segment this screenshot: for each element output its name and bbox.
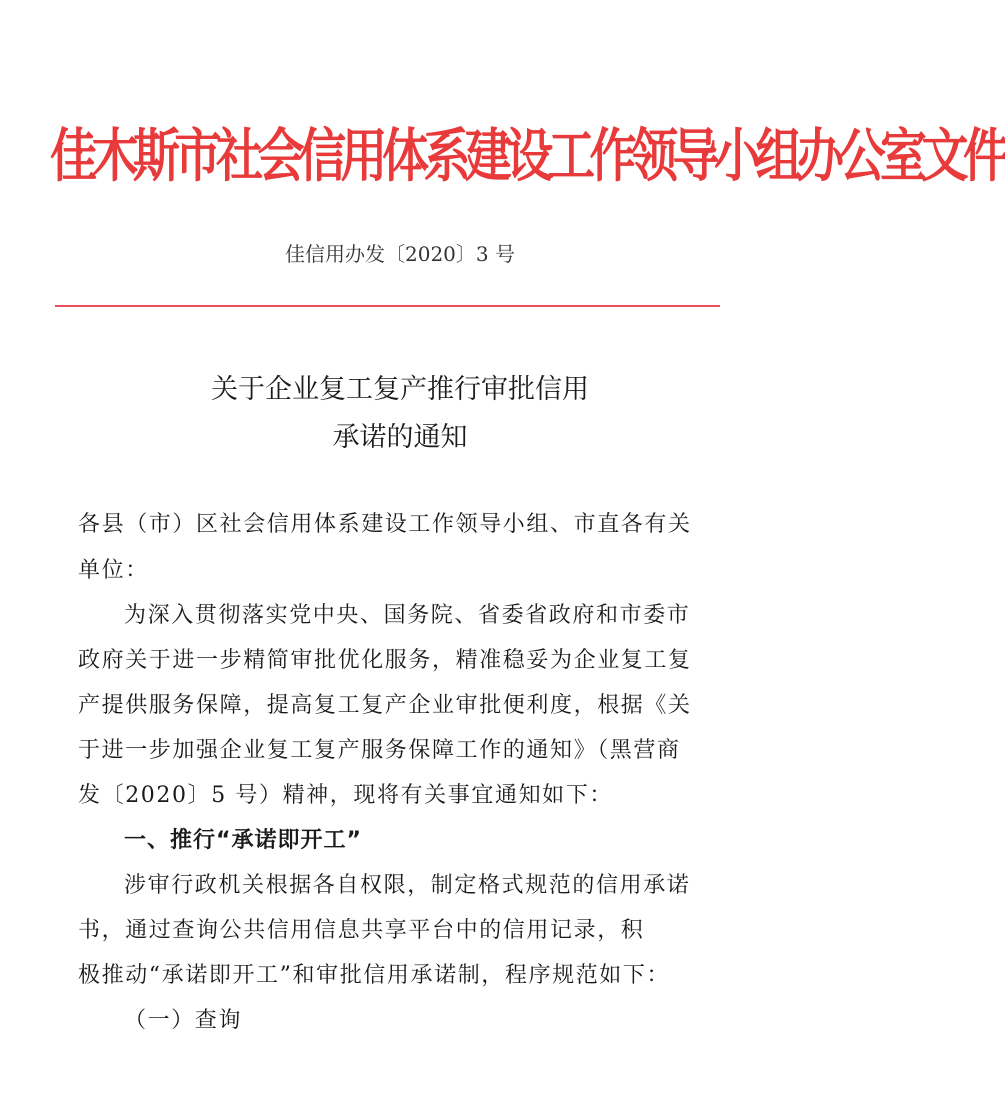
document-number: 佳信用办发〔2020〕3 号: [285, 242, 515, 266]
subsection-1-heading: （一）查询: [124, 1008, 243, 1033]
header-divider: [55, 305, 720, 307]
notice-title: [0, 366, 800, 462]
paragraph-1-line-3: 产提供服务保障，提高复工复产企业审批便利度，根据《关: [78, 693, 692, 718]
addressee-line-2: 单位：: [78, 558, 149, 583]
notice-title-line-2: 承诺的通知: [332, 422, 468, 453]
paragraph-1-line-1: 为深入贯彻落实党中央、国务院、省委省政府和市委市: [124, 603, 691, 628]
paragraph-1-line-2: 政府关于进一步精简审批优化服务，精准稳妥为企业复工复: [78, 648, 692, 673]
paragraph-2-line-1: 涉审行政机关根据各自权限，制定格式规范的信用承诺: [124, 873, 691, 898]
org-header-title: 佳木斯市社会信用体系建设工作领导小组办公室文件: [50, 122, 1005, 190]
section-1-heading: 一、推行“承诺即开工”: [124, 828, 362, 853]
paragraph-1-line-4: 于进一步加强企业复工复产服务保障工作的通知》（黑营商: [78, 738, 681, 763]
addressee-line-1: 各县（市）区社会信用体系建设工作领导小组、市直各有关: [78, 512, 692, 537]
paragraph-2-line-3: 极推动“承诺即开工”和审批信用承诺制，程序规范如下：: [78, 963, 671, 988]
notice-title-line-1: 关于企业复工复产推行审批信用: [211, 374, 589, 405]
paragraph-1-line-5: 发〔2020〕5 号）精神，现将有关事宜通知如下：: [78, 783, 613, 808]
paragraph-2-line-2: 书，通过查询公共信用信息共享平台中的信用记录，积: [78, 918, 645, 943]
